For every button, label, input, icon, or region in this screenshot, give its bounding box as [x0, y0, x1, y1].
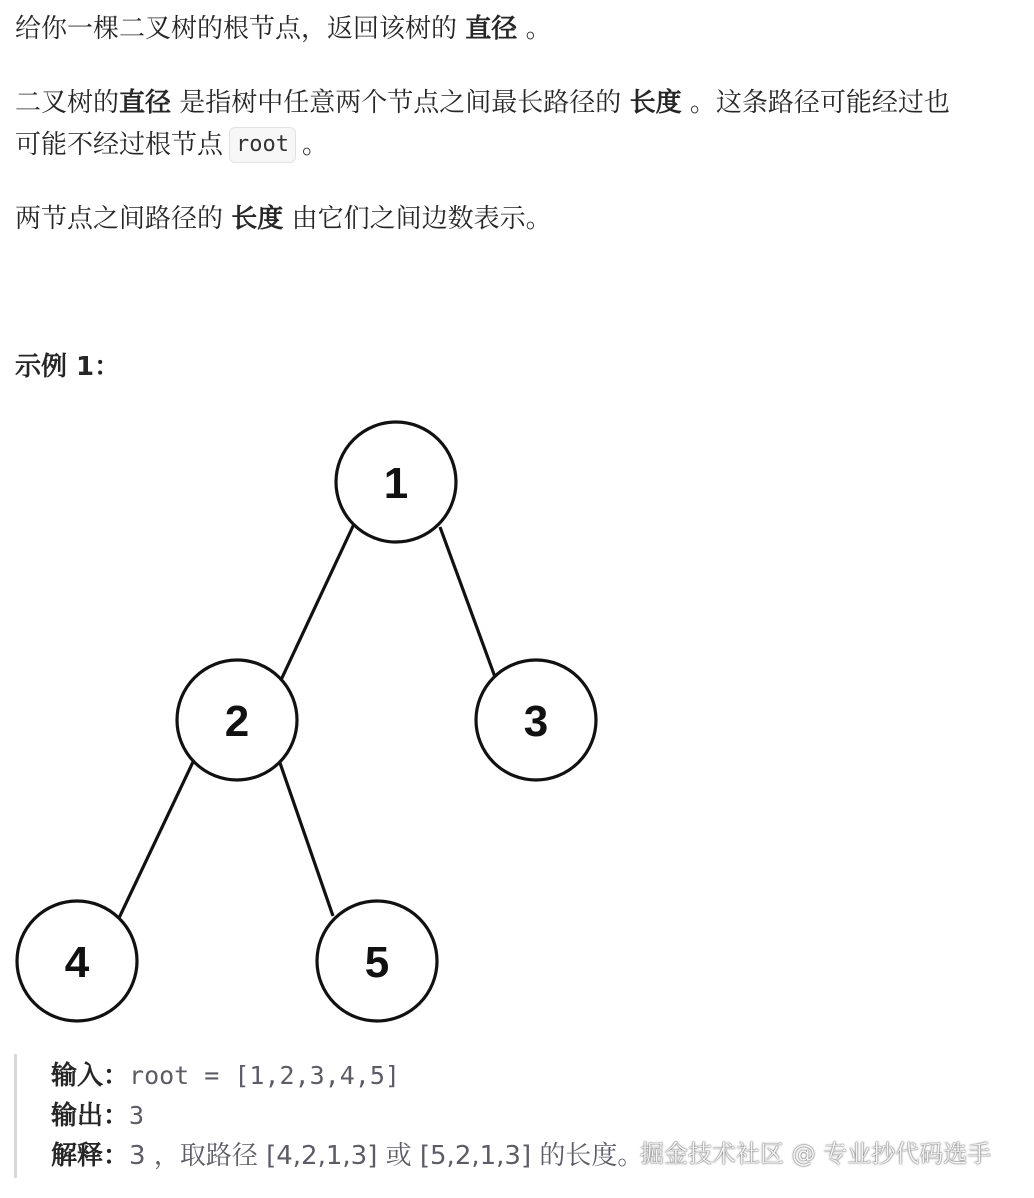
- output-value: 3: [129, 1101, 145, 1130]
- intro-text: 给你一棵二叉树的根节点，返回该树的: [15, 14, 458, 44]
- watermark: 掘金技术社区 @ 专业抄代码选手: [640, 1140, 992, 1168]
- explain-line: [51, 1136, 643, 1176]
- definition-text-b: 是指树中任意两个节点之间最长路径的: [179, 88, 622, 118]
- tree-node-2-label: 2: [224, 697, 250, 746]
- explain-value: 3 ，取路径 [4,2,1,3] 或 [5,2,1,3] 的长度。: [129, 1141, 644, 1171]
- length-text-a: 两节点之间路径的: [15, 204, 224, 234]
- definition-bold-diameter: 直径: [119, 88, 172, 118]
- definition-paragraph-line-2: [15, 124, 328, 166]
- binary-tree-diagram: [0, 400, 640, 1040]
- tree-node-3-label: 3: [523, 697, 549, 746]
- definition-text-a: 二叉树的: [15, 88, 120, 118]
- tree-node-5-label: 5: [364, 938, 390, 987]
- edge-2-4: [119, 762, 193, 918]
- intro-paragraph-1: [15, 8, 552, 50]
- length-text-b: 由它们之间边数表示。: [291, 204, 552, 234]
- output-label: 输出：: [51, 1101, 130, 1131]
- definition-text-d: 可能不经过根节点: [15, 130, 224, 160]
- definition-bold-length: 长度: [629, 88, 682, 118]
- tree-node-4-label: 4: [64, 938, 90, 987]
- tree-node-1-label: 1: [383, 459, 409, 508]
- definition-text-c: 。这条路径可能经过也: [689, 88, 950, 118]
- input-value: root = [1,2,3,4,5]: [129, 1061, 400, 1090]
- definition-text-e: 。: [302, 130, 329, 160]
- explain-label: 解释：: [51, 1141, 130, 1171]
- edge-1-3: [440, 527, 495, 677]
- intro-bold-diameter: 直径: [465, 14, 518, 44]
- input-label: 输入：: [51, 1061, 130, 1091]
- intro-period: 。: [525, 14, 552, 44]
- length-paragraph: [15, 198, 552, 240]
- edge-2-5: [280, 763, 333, 916]
- root-code-chip: root: [229, 127, 296, 163]
- definition-paragraph-line-1: [15, 82, 950, 124]
- input-line: [51, 1056, 400, 1096]
- example-title: 示例 1：: [15, 352, 121, 382]
- edge-1-2: [281, 524, 354, 680]
- length-bold: 长度: [231, 204, 284, 234]
- output-line: [51, 1096, 144, 1136]
